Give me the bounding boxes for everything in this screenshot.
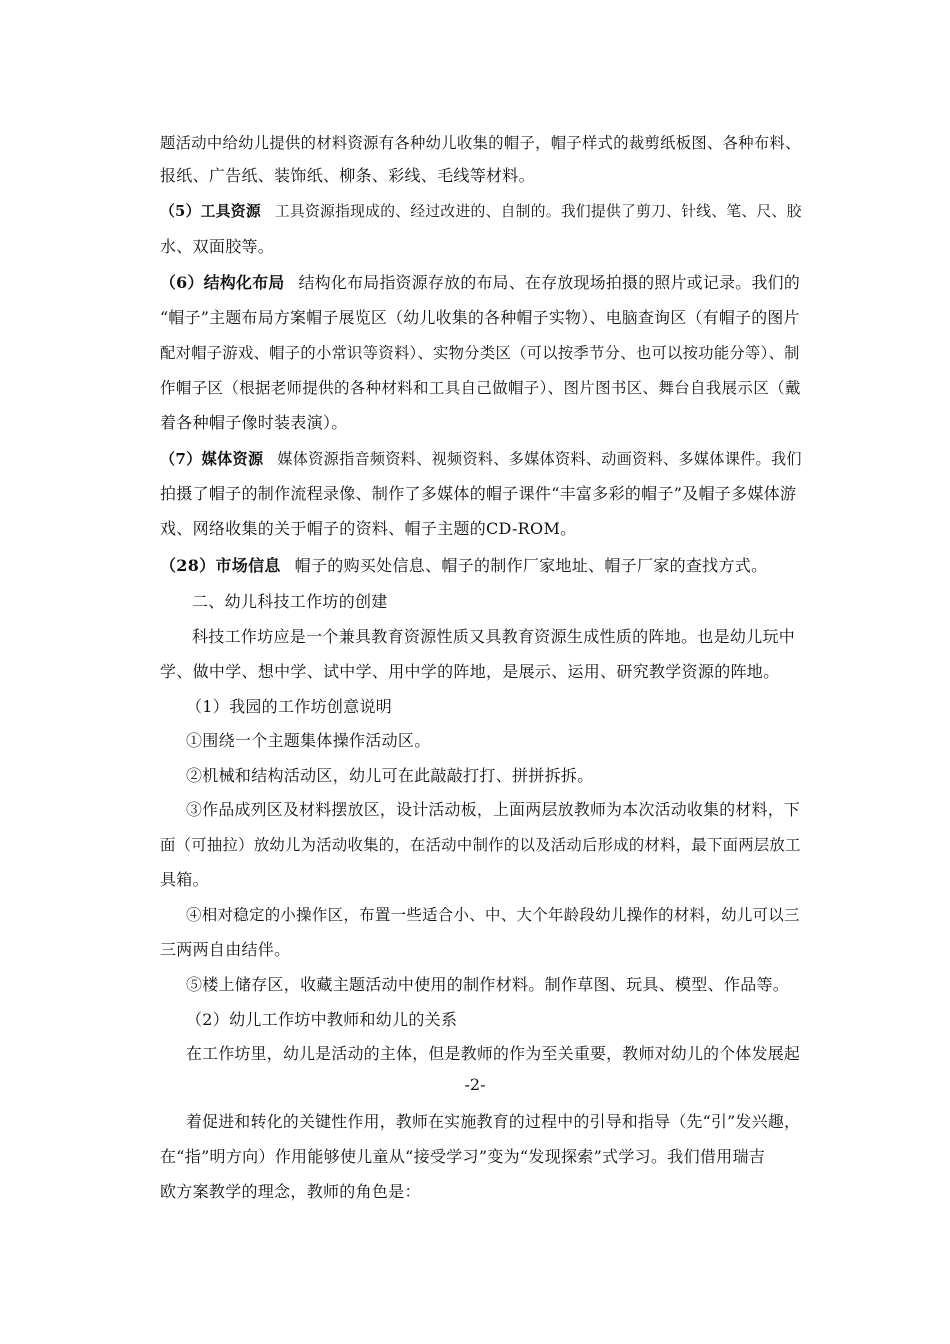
text-line: 学、做中学、想中学、试中学、用中学的阵地，是展示、运用、研究教学资源的阵地。 [160, 662, 780, 681]
section-heading: （6）结构化布局 [160, 273, 285, 292]
subsection-title: （1）我园的工作坊创意说明 [186, 697, 393, 716]
text-line: 在“指”明方向）作用能够使儿童从“接受学习”变为“发现探索”式学习。我们借用瑞吉 [160, 1147, 766, 1166]
text-line: 在工作坊里，幼儿是活动的主体，但是教师的作为至关重要，教师对幼儿的个体发展起 [186, 1044, 801, 1063]
text-line: 欧方案教学的理念，教师的角色是： [160, 1182, 421, 1201]
list-item: ②机械和结构活动区，幼儿可在此敲敲打打、拼拼拆拆。 [186, 766, 594, 785]
text-line: 戏、网络收集的关于帽子的资料、帽子主题的CD-ROM。 [160, 519, 577, 538]
text-line: “帽子”主题布局方案帽子展览区（幼儿收集的各种帽子实物）、电脑查询区（有帽子的图片 [160, 308, 800, 327]
text-line-body: 结构化布局指资源存放的布局、在存放现场拍摄的照片或记录。我们的 [298, 273, 801, 292]
text-line: 配对帽子游戏、帽子的小常识等资料）、实物分类区（可以按季节分、也可以按功能分等）、制 [160, 344, 800, 362]
text-line: 作帽子区（根据老师提供的各种材料和工具自己做帽子）、图片图书区、舞台自我展示区（戴 [160, 379, 801, 397]
text-line [160, 449, 802, 469]
list-item: ③作品成列区及材料摆放区，设计活动板，上面两层放教师为本次活动收集的材料，下 [186, 800, 801, 819]
list-item-continued: 三两两自由结伴。 [160, 940, 291, 959]
text-line: 着促进和转化的关键性作用，教师在实施教育的过程中的引导和指导（先“引”发兴趣， [186, 1112, 801, 1131]
text-line-body: 帽子的购买处信息、帽子的制作厂家地址、帽子厂家的查找方式。 [294, 556, 768, 575]
list-item: ⑤楼上储存区，收藏主题活动中使用的制作材料。制作草图、玩具、模型、作品等。 [186, 975, 790, 994]
text-line-body: 媒体资源指音频资料、视频资料、多媒体资料、动画资料、多媒体课件。我们 [277, 450, 802, 468]
text-line: 科技工作坊应是一个兼具教育资源性质又具教育资源生成性质的阵地。也是幼儿玩中 [192, 627, 796, 646]
text-line: 题活动中给幼儿提供的材料资源有各种幼儿收集的帽子，帽子样式的裁剪纸板图、各种布料、 [160, 134, 801, 152]
text-line: 着各种帽子像时装表演）。 [160, 413, 348, 432]
text-line-body: 工具资源指现成的、经过改进的、自制的。我们提供了剪刀、针线、笔、尺、胶 [274, 203, 802, 220]
list-item: ④相对稳定的小操作区，布置一些适合小、中、大个年龄段幼儿操作的材料，幼儿可以三 [186, 906, 800, 924]
text-line: 拍摄了帽子的制作流程录像、制作了多媒体的帽子课件“丰富多彩的帽子”及帽子多媒体游 [160, 484, 797, 503]
text-line [160, 202, 802, 222]
list-item: ①围绕一个主题集体操作活动区。 [186, 731, 431, 750]
page-number: -2- [464, 1075, 486, 1094]
list-item-continued: 具箱。 [160, 870, 209, 889]
text-line: 水、双面胶等。 [160, 237, 275, 256]
text-line [160, 273, 800, 293]
text-line: 报纸、广告纸、装饰纸、柳条、彩线、毛线等材料。 [160, 166, 535, 185]
section-title: 二、幼儿科技工作坊的创建 [192, 592, 388, 611]
section-heading: （28）市场信息 [160, 556, 281, 575]
section-heading: （7）媒体资源 [160, 450, 264, 468]
subsection-title: （2）幼儿工作坊中教师和幼儿的关系 [186, 1010, 458, 1029]
text-line [160, 556, 767, 576]
section-heading: （5）工具资源 [160, 203, 261, 220]
list-item-continued: 面（可抽拉）放幼儿为活动收集的，在活动中制作的以及活动后形成的材料，最下面两层放工 [160, 836, 801, 854]
